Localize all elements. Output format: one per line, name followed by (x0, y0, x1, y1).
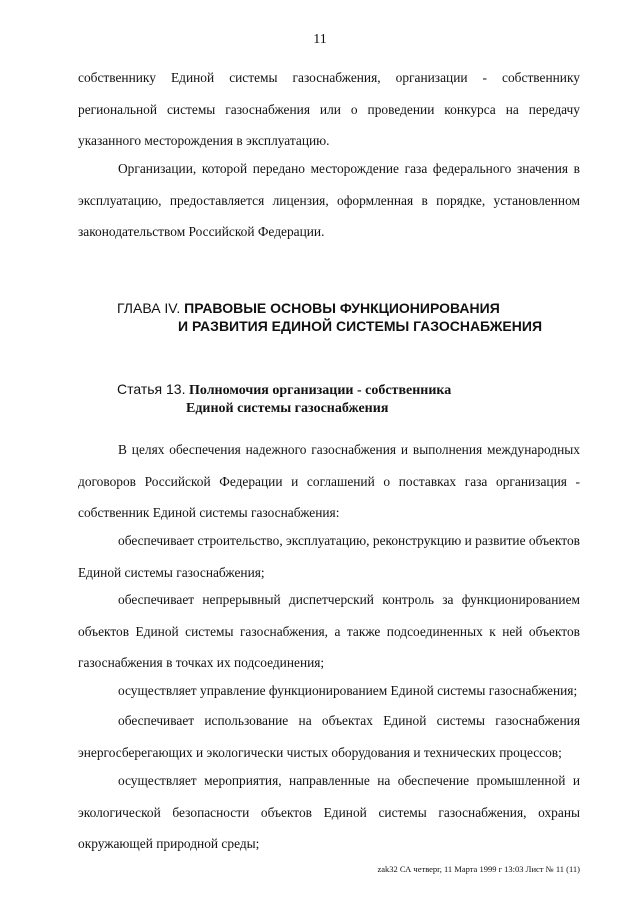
article-item-energy-saving: обеспечивает использование на объектах Единой системы газоснабжения энергосберегающих и экологически чистых оборудования и технических процессов; (78, 713, 580, 760)
article-title-line1: Полномочия организации - собственника (188, 383, 452, 398)
chapter-title-line2: И РАЗВИТИЯ ЕДИНОЙ СИСТЕМЫ ГАЗОСНАБЖЕНИЯ (178, 318, 542, 334)
article-item-management: осуществляет управление функционированием Единой системы газоснабжения; (118, 683, 578, 698)
article-title-line2: Единой системы газоснабжения (186, 401, 389, 416)
chapter-title-line1: ПРАВОВЫЕ ОСНОВЫ ФУНКЦИОНИРОВАНИЯ (184, 300, 500, 316)
article-label: Статья 13. (117, 381, 186, 397)
page-number: 11 (313, 32, 327, 47)
chapter-heading (117, 299, 597, 335)
document-footer: zak32 СА четверг, 11 Марта 1999 г 13:03 Лист № 11 (11) (377, 864, 580, 874)
article-item-construction: обеспечивает строительство, эксплуатацию, реконструкцию и развитие объектов Единой системы газоснабжения; (78, 533, 580, 580)
chapter-label: ГЛАВА IV. (117, 300, 181, 316)
article-item-dispatch-control: обеспечивает непрерывный диспетчерский контроль за функционированием объектов Единой системы газоснабжения, а также подсоединенных к ней объектов газоснабжения в точках их подсоединения; (78, 592, 580, 670)
article-heading (117, 380, 577, 418)
article-intro-paragraph: В целях обеспечения надежного газоснабжения и выполнения международных договоров Российской Федерации и соглашений о поставках газа организация - собственник Единой системы газоснабжения: (78, 442, 580, 520)
paragraph-continuation: собственнику Единой системы газоснабжения, организации - собственнику региональной системы газоснабжения или о проведении конкурса на передачу указанного месторождения в эксплуатацию. (78, 70, 580, 148)
paragraph-license: Организации, которой передано месторождение газа федерального значения в эксплуатацию, предоставляется лицензия, оформленная в порядке, установленном законодательством Российской Федерации. (78, 161, 580, 239)
article-item-safety: осуществляет мероприятия, направленные на обеспечение промышленной и экологической безопасности объектов Единой системы газоснабжения, охраны окружающей природной среды; (78, 773, 580, 851)
